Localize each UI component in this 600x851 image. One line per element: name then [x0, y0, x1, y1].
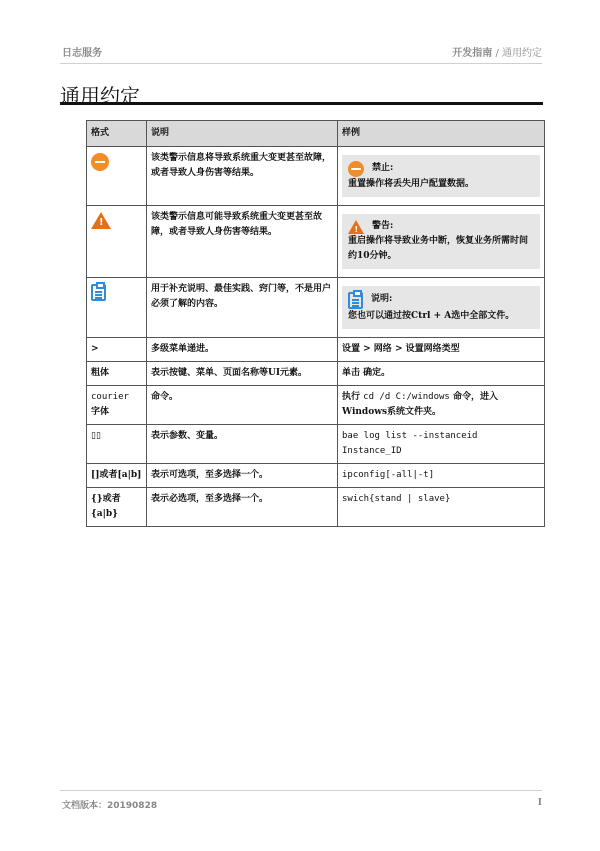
example-code-line: Instance_ID	[342, 446, 402, 456]
description-cell: 该类警示信息将导致系统重大变更甚至故障，或者导致人身伤害等结果。	[147, 147, 338, 206]
example-cell: 单击 确定。	[338, 362, 545, 386]
table-row-note	[87, 278, 545, 338]
format-cell	[87, 206, 147, 278]
table-row	[87, 362, 545, 386]
table-row-courier	[87, 386, 545, 425]
breadcrumb-separator: /	[492, 48, 502, 59]
example-code: swich{stand | slave}	[342, 494, 451, 504]
title-rule	[60, 102, 543, 105]
warning-icon: !	[348, 220, 364, 234]
example-text: 重启操作将导致业务中断，恢复业务所需时间约10分钟。	[348, 236, 529, 261]
example-text: 重置操作将丢失用户配置数据。	[348, 179, 475, 189]
table-row	[87, 338, 545, 362]
conventions-table	[86, 120, 545, 527]
footer-divider	[60, 790, 542, 791]
example-code: ipconfig[-all|-t]	[342, 470, 435, 480]
page-title: 通用约定	[60, 84, 140, 108]
header-format: 格式	[87, 121, 147, 147]
format-mono: courier	[91, 392, 129, 402]
example-cell	[338, 147, 545, 206]
prohibited-icon	[91, 153, 109, 171]
note-clipboard-icon	[348, 292, 363, 309]
doc-version: 文档版本：20190828	[62, 801, 158, 811]
description-cell: 多级菜单递进。	[147, 338, 338, 362]
example-cell	[338, 425, 545, 464]
description-cell: 命令。	[147, 386, 338, 425]
header-description: 说明	[147, 121, 338, 147]
table-header-row	[87, 121, 545, 147]
description-cell: 表示必选项，至多选择一个。	[147, 488, 338, 527]
example-text: 您也可以通过按Ctrl + A选中全部文件。	[348, 311, 515, 321]
danger-example-box	[342, 155, 540, 197]
example-code: cd /d C:/windows	[363, 392, 450, 402]
example-cell	[338, 386, 545, 425]
format-cell	[87, 386, 147, 425]
description-cell: 表示参数、变量。	[147, 425, 338, 464]
table-row-danger	[87, 147, 545, 206]
example-prefix: 执行	[342, 392, 361, 402]
description-cell: 表示按键、菜单、页面名称等UI元素。	[147, 362, 338, 386]
format-cell: >	[87, 338, 147, 362]
format-cell	[87, 147, 147, 206]
format-cell	[87, 278, 147, 338]
table-row-required	[87, 488, 545, 527]
format-cell: ▯▯	[87, 425, 147, 464]
example-cell	[338, 206, 545, 278]
format-rest: 字体	[91, 407, 110, 417]
breadcrumb-page: 通用约定	[502, 48, 542, 59]
warning-icon: !	[91, 212, 111, 229]
table-row-optional	[87, 464, 545, 488]
prohibited-icon	[348, 161, 364, 177]
header-product: 日志服务	[62, 48, 102, 59]
table-row-warning	[87, 206, 545, 278]
header-breadcrumb	[452, 44, 542, 59]
example-label: 禁止:	[372, 162, 394, 173]
format-cell: []或者[a|b]	[87, 464, 147, 488]
format-cell: 粗体	[87, 362, 147, 386]
note-clipboard-icon	[91, 284, 106, 301]
example-suffix: 命令，进入Windows系统文件夹。	[342, 392, 499, 417]
example-code-line: bae log list --instanceid	[342, 431, 478, 441]
description-cell: 用于补充说明、最佳实践、窍门等，不是用户必须了解的内容。	[147, 278, 338, 338]
header-example: 样例	[338, 121, 545, 147]
warning-example-box	[342, 214, 540, 269]
note-example-box	[342, 286, 540, 329]
example-label: 警告:	[372, 220, 394, 231]
example-label: 说明:	[371, 294, 393, 304]
table-row-italic	[87, 425, 545, 464]
example-cell	[338, 464, 545, 488]
description-cell: 该类警示信息可能导致系统重大变更甚至故障，或者导致人身伤害等结果。	[147, 206, 338, 278]
header-divider	[60, 63, 542, 64]
format-cell: {}或者{a|b}	[87, 488, 147, 527]
description-cell: 表示可选项，至多选择一个。	[147, 464, 338, 488]
example-cell: 设置 > 网络 > 设置网络类型	[338, 338, 545, 362]
breadcrumb-section: 开发指南	[452, 48, 493, 59]
example-cell	[338, 278, 545, 338]
page-number: I	[537, 798, 542, 808]
example-cell	[338, 488, 545, 527]
